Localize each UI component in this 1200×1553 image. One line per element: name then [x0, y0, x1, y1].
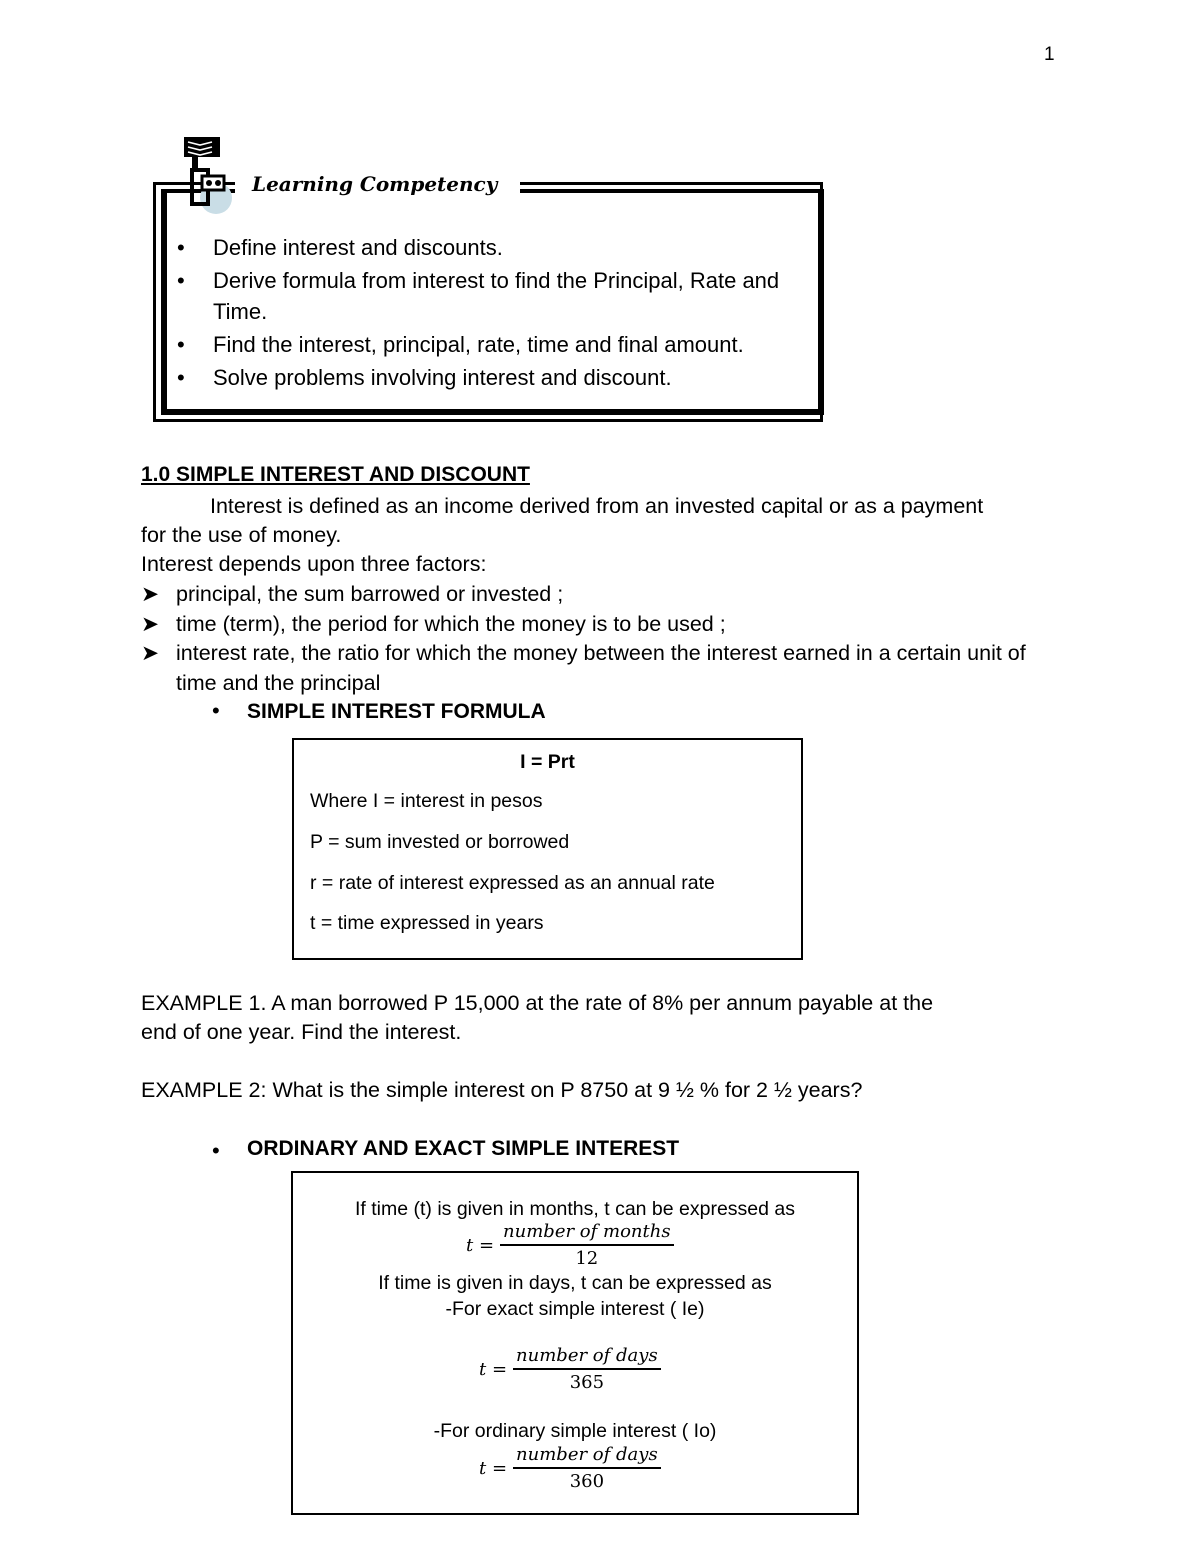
book-reader-icon	[180, 134, 240, 216]
intro-line-1: Interest is defined as an income derived from an invested capital or as a payment	[210, 494, 984, 518]
example-1-line-2: end of one year. Find the interest.	[141, 1020, 462, 1044]
simple-interest-heading: SIMPLE INTEREST FORMULA	[247, 700, 546, 723]
exact-label: -For exact simple interest ( Ie)	[445, 1298, 705, 1320]
learning-competency-list	[177, 232, 797, 395]
months-fraction: t = $\frac{\text{number of months}}{12}$	[466, 1221, 674, 1269]
competency-item: • Solve problems involving interest and discount.	[177, 362, 797, 393]
competency-item: • Define interest and discounts.	[177, 232, 797, 263]
formula: I = Prt	[520, 751, 575, 773]
example-2: EXAMPLE 2: What is the simple interest on P 8750 at 9 ½ % for 2 ½ years?	[141, 1078, 863, 1102]
factors-intro: Interest depends upon three factors:	[141, 552, 487, 576]
competency-item: • Find the interest, principal, rate, time and final amount.	[177, 329, 797, 360]
formula-definition: t = time expressed in years	[310, 912, 544, 934]
learning-competency-title: Learning Competency	[252, 172, 498, 196]
arrow-bullet-icon: ➤	[141, 611, 160, 636]
example-1-line-1: EXAMPLE 1. A man borrowed P 15,000 at the rate of 8% per annum payable at the	[141, 991, 934, 1015]
factor-item: ➤ interest rate, the ratio for which the money between the interest earned in a certain unit of time and the principal	[141, 641, 1026, 695]
competency-item: • Derive formula from interest to find the Principal, Rate and Time.	[177, 265, 797, 327]
ordinary-exact-box	[291, 1171, 859, 1515]
arrow-bullet-icon: ➤	[141, 641, 160, 665]
bullet-icon: •	[212, 698, 220, 723]
intro-line-2: for the use of money.	[141, 523, 342, 547]
simple-interest-formula-box	[292, 738, 803, 960]
formula-definition: P = sum invested or borrowed	[310, 831, 570, 853]
formula-definition: Where I = interest in pesos	[310, 790, 543, 812]
page-number: 1	[1044, 44, 1055, 65]
months-text: If time (t) is given in months, t can be expressed as	[354, 1198, 796, 1220]
formula-definition: r = rate of interest expressed as an annual rate	[310, 872, 715, 894]
arrow-bullet-icon: ➤	[141, 582, 160, 606]
factor-item: ➤ time (term), the period for which the money is to be used ;	[141, 610, 1071, 640]
factor-item: ➤ principal, the sum barrowed or invested ;	[141, 580, 1071, 610]
bullet-icon: •	[212, 1138, 220, 1163]
ordinary-exact-heading: ORDINARY AND EXACT SIMPLE INTEREST	[247, 1137, 680, 1160]
ordinary-fraction: t = $\frac{\text{number of days}}{360}$	[479, 1444, 661, 1492]
ordinary-label: -For ordinary simple interest ( Io)	[433, 1420, 717, 1442]
section-heading: 1.0 SIMPLE INTEREST AND DISCOUNT	[141, 463, 530, 486]
factors-list	[141, 580, 1071, 698]
exact-fraction: t = $\frac{\text{number of days}}{365}$	[479, 1345, 661, 1393]
days-text: If time is given in days, t can be expressed as	[378, 1272, 772, 1294]
